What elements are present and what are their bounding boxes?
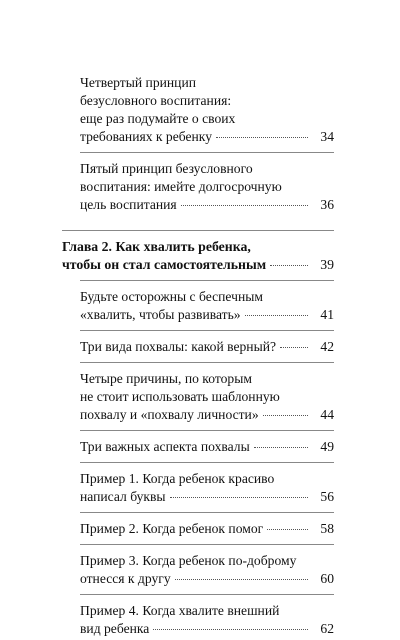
toc-line	[62, 602, 334, 620]
dot-leader	[280, 346, 308, 348]
toc-line	[62, 256, 334, 274]
toc-entry	[62, 160, 334, 214]
toc-entry	[62, 520, 334, 538]
toc-entry-text: похвалу и «похвалу личности»	[80, 407, 259, 422]
dot-leader	[270, 264, 308, 266]
toc-entry	[62, 338, 334, 356]
dot-leader	[153, 628, 308, 630]
toc-line	[62, 160, 334, 178]
toc-entry-text: Пятый принцип безусловного	[80, 161, 253, 176]
toc-entry-text: Пример 2. Когда ребенок помог	[80, 521, 264, 536]
toc-entry-text: безусловного воспитания:	[80, 93, 232, 108]
toc-entry	[62, 552, 334, 588]
toc-entry-text: написал буквы	[80, 489, 166, 504]
dot-leader	[263, 414, 308, 416]
page-number: 44	[320, 407, 334, 422]
toc-entry-text: не стоит использовать шаблонную	[80, 389, 280, 404]
page-number: 58	[320, 521, 334, 536]
page-number: 36	[320, 197, 334, 212]
divider	[80, 362, 334, 363]
toc-line	[62, 338, 334, 356]
page-number: 62	[320, 621, 334, 636]
toc-line	[62, 438, 334, 456]
toc-entry	[62, 74, 334, 146]
divider	[80, 152, 334, 153]
toc-entry	[62, 438, 334, 456]
toc-chapter-heading	[62, 238, 334, 274]
toc-line	[62, 520, 334, 538]
toc-entry	[62, 470, 334, 506]
divider	[80, 330, 334, 331]
toc-line	[62, 470, 334, 488]
toc-line	[62, 288, 334, 306]
toc-entry-text: Пример 1. Когда ребенок красиво	[80, 471, 275, 486]
divider	[80, 430, 334, 431]
table-of-contents	[62, 74, 334, 638]
toc-entry-text: отнесся к другу	[80, 571, 171, 586]
toc-line	[62, 388, 334, 406]
toc-line	[62, 488, 334, 506]
dot-leader	[267, 528, 308, 530]
dot-leader	[254, 446, 308, 448]
toc-line	[62, 110, 334, 128]
toc-line	[62, 620, 334, 638]
toc-entry-text: Четыре причины, по которым	[80, 371, 252, 386]
page-number: 34	[320, 129, 334, 144]
dot-leader	[181, 204, 308, 206]
toc-line	[62, 128, 334, 146]
toc-line	[62, 552, 334, 570]
toc-entry	[62, 370, 334, 424]
toc-line	[62, 370, 334, 388]
divider	[80, 280, 334, 281]
toc-line	[62, 306, 334, 324]
divider	[80, 544, 334, 545]
toc-entry-text: Четвертый принцип	[80, 75, 196, 90]
toc-line	[62, 74, 334, 92]
toc-entry-text: цель воспитания	[80, 197, 177, 212]
toc-line	[62, 92, 334, 110]
toc-line	[62, 406, 334, 424]
toc-entry-text: воспитания: имейте долгосрочную	[80, 179, 282, 194]
toc-line	[62, 196, 334, 214]
page-number: 60	[320, 571, 334, 586]
dot-leader	[170, 496, 308, 498]
toc-entry-text: требованиях к ребенку	[80, 129, 213, 144]
dot-leader	[216, 136, 308, 138]
toc-entry-text: Пример 4. Когда хвалите внешний	[80, 603, 280, 618]
chapter-title-text: Глава 2. Как хвалить ребенка,	[62, 239, 251, 254]
toc-entry-text: Будьте осторожны с беспечным	[80, 289, 263, 304]
dot-leader	[245, 314, 308, 316]
page-number: 56	[320, 489, 334, 504]
page-number: 49	[320, 439, 334, 454]
toc-entry-text: вид ребенка	[80, 621, 150, 636]
toc-entry-text: еще раз подумайте о своих	[80, 111, 236, 126]
page-number: 41	[320, 307, 334, 322]
toc-entry-text: «хвалить, чтобы развивать»	[80, 307, 241, 322]
chapter-title-text: чтобы он стал самостоятельным	[62, 257, 267, 272]
toc-entry-text: Три вида похвалы: какой верный?	[80, 339, 277, 354]
page-number: 39	[320, 257, 334, 272]
dot-leader	[175, 578, 308, 580]
divider	[80, 462, 334, 463]
divider	[80, 594, 334, 595]
toc-entry	[62, 288, 334, 324]
divider	[62, 230, 334, 231]
page-number: 42	[320, 339, 334, 354]
toc-entry-text: Пример 3. Когда ребенок по-доброму	[80, 553, 297, 568]
divider	[80, 512, 334, 513]
toc-line	[62, 570, 334, 588]
toc-line	[62, 238, 334, 256]
spacer	[62, 214, 334, 224]
toc-line	[62, 178, 334, 196]
toc-entry-text: Три важных аспекта похвалы	[80, 439, 250, 454]
toc-entry	[62, 602, 334, 638]
